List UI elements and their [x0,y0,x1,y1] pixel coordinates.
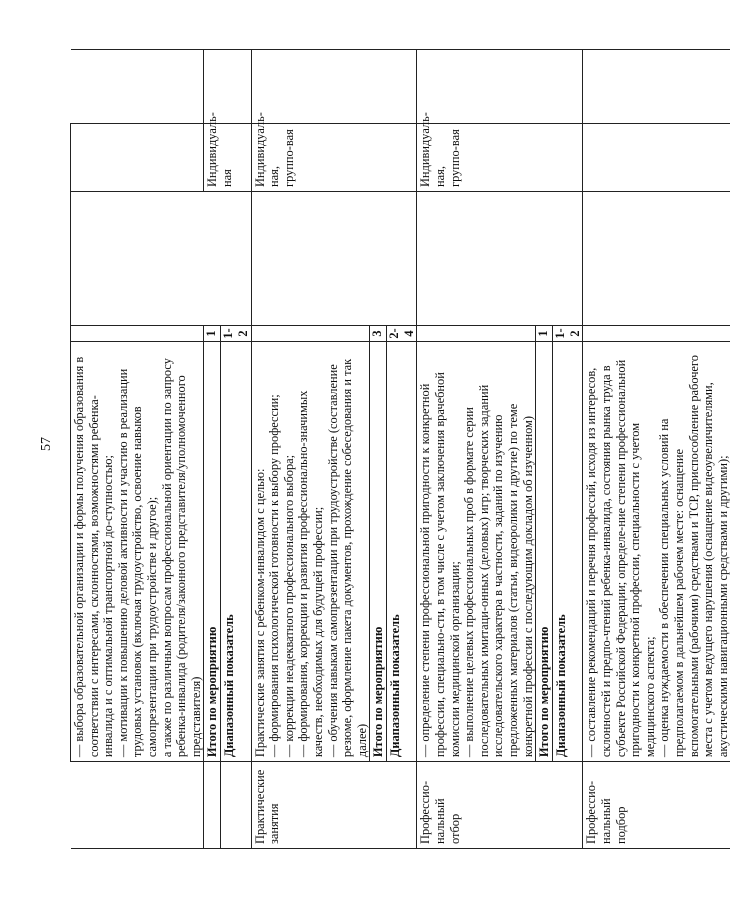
table-row [71,50,204,849]
total-label: Итого по мероприятию [536,342,553,762]
activity-text-cell [583,342,730,762]
activity-name-cell [221,762,251,849]
extra-cell [583,192,730,326]
activity-text-cell [251,342,370,762]
list-item: — определение степени профессиональной пригодности к конкретной профессии, специально-сти, в том числе с учетом заключения врачебной комиссии медицинской организации; [418,372,462,758]
list-item: — формирования психологической готовности к выбору профессии; [267,394,282,758]
activity-name-cell: Професcио-нальный подбор [583,762,730,849]
table-row [417,50,536,849]
count-cell [71,325,204,342]
table-row [583,50,730,849]
page-number: 57 [39,437,54,451]
total-value: 1 [204,325,221,342]
activity-text-cell [417,342,536,762]
range-value: 1-2 [221,325,251,342]
table-row [204,50,221,849]
count-cell [251,325,370,342]
list-item: — выполнение целевых профессиональных проб в формате серии последовательных имитаци-онных (деловых) игр; творческих заданий исследовательского характера в частности, заданий по изучению предложенных материалов (статьи, видеоролики и другие) по теме конкретной профессии с последующим докладом об изученном) [462,384,535,758]
list-item: — выбора образовательной организации и формы получения образования в соответствии с интересами, склонностями, возможностями ребенка-инвалида и с оптимальной транспортной до-ступностью; [72,356,116,758]
list-item: — формирования, коррекции и развития профессионально-значимых качеств, необходимых для будущей профессии; [296,390,325,758]
form-cell [71,124,204,192]
list-item: Практические занятия с ребенком-инвалидом с целью: [252,468,267,758]
form-cell [583,124,730,192]
list-item: — мотивации к повышению деловой активности и участию в реализации трудовых установок (включая трудоустройство, освоение навыков самопрезентации при трудоустройстве и другое); [115,368,159,758]
range-value: 1-2 [553,325,583,342]
total-label: Итого по мероприятию [370,342,387,762]
table-row [251,50,370,849]
list-item: — коррекции неадекватного профессионального выбора; [281,454,296,758]
range-label: Диапазонный показатель [221,342,251,762]
blank-cell [71,50,204,124]
form-cell: Индивидуаль-ная, группо-вая [251,124,417,192]
range-label: Диапазонный показатель [553,342,583,762]
range-value: 2-4 [387,325,417,342]
total-value: 3 [370,325,387,342]
list-item: — оценка нуждаемости в обеспечении специальных условий на предполагаемом в дальнейшем рабочем месте: оснащение вспомогательными (рабочими) средствами и ТСР, приспособление рабочего места с учетом ведущего нарушения (оснащение видеоувеличителями, акустическими навигационными средствами и другими); [657,355,730,758]
list-item: — обучения навыкам самопрезентации при трудоустройстве (составление резюме, оформление пакета документов, прохождение собеседования и так далее) [325,358,369,758]
rehabilitation-table [70,49,730,849]
rotated-page [70,49,730,849]
blank-cell [583,50,730,124]
total-label: Итого по мероприятию [204,342,221,762]
blank-cell [417,50,583,124]
activity-name-cell [71,762,204,849]
range-label: Диапазонный показатель [387,342,417,762]
count-cell [417,325,536,342]
form-cell: Индивидуаль-ная [204,124,251,192]
activity-name-cell: Професcио-нальный отбор [417,762,583,849]
form-cell: Индивидуаль-ная, группо-вая [417,124,583,192]
extra-cell [251,192,417,326]
extra-cell [417,192,583,326]
total-value: 1 [536,325,553,342]
activity-text-cell [71,342,204,762]
extra-cell [71,192,252,326]
count-cell [583,325,730,342]
activity-name-cell [204,762,221,849]
activity-name-cell: Практические занятия [251,762,417,849]
blank-cell [251,50,417,124]
list-item: а также по различным вопросам профессиональной ориентации по запросу ребенка-инвалида (родителя/законного представителя/уполномоченного представителя) [159,358,203,758]
list-item: — составление рекомендаций и перечня профессий, исходя из интересов, склонностей и предпо-чтений ребенка-инвалида, состояния рынка труда в субъекте Российской Федерации; определе-ние степени профессиональной пригодности к конкретной профессии, специальности с учетом медицинского аспекта; [584,359,657,758]
